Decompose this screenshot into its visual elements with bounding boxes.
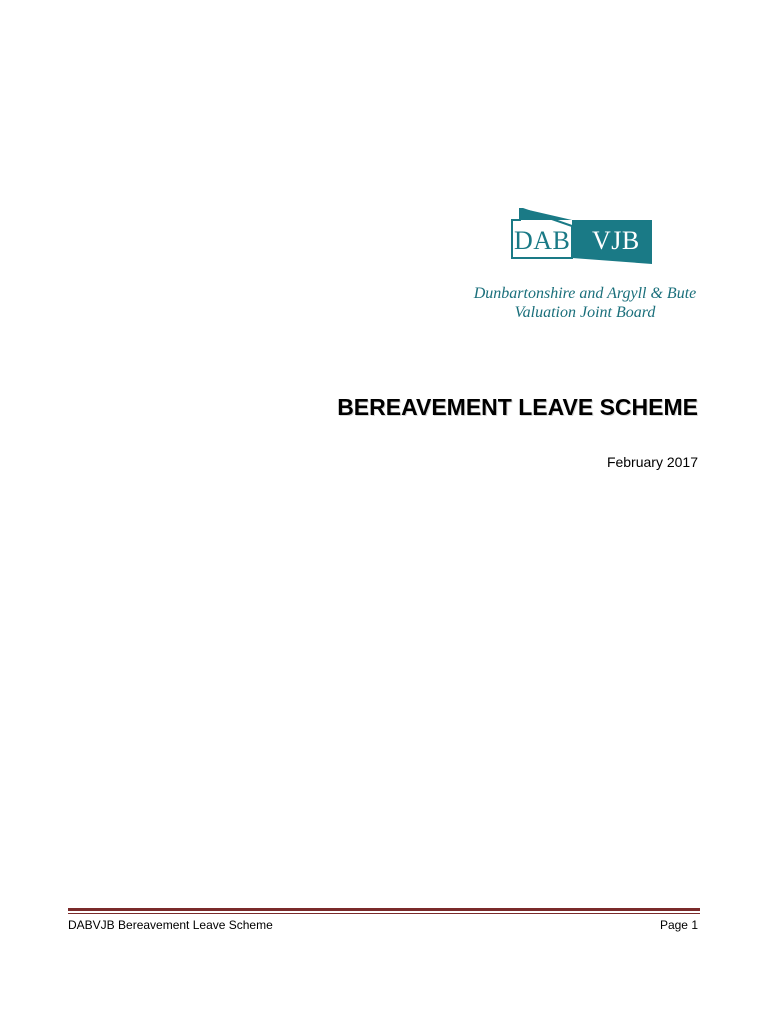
logo-text-dab: DAB [514, 226, 571, 255]
logo-text-vjb: VJB [592, 226, 640, 255]
document-title: BEREAVEMENT LEAVE SCHEME [337, 394, 698, 420]
footer-divider-thin [68, 913, 700, 914]
footer-document-name: DABVJB Bereavement Leave Scheme [68, 918, 273, 932]
logo-org-name-line-2: Valuation Joint Board [514, 304, 656, 321]
logo-org-name-line-1: Dunbartonshire and Argyll & Bute [473, 285, 697, 302]
footer-page-number: Page 1 [659, 918, 698, 932]
footer-divider [68, 908, 700, 911]
document-date: February 2017 [606, 454, 698, 470]
organization-logo [460, 208, 710, 328]
